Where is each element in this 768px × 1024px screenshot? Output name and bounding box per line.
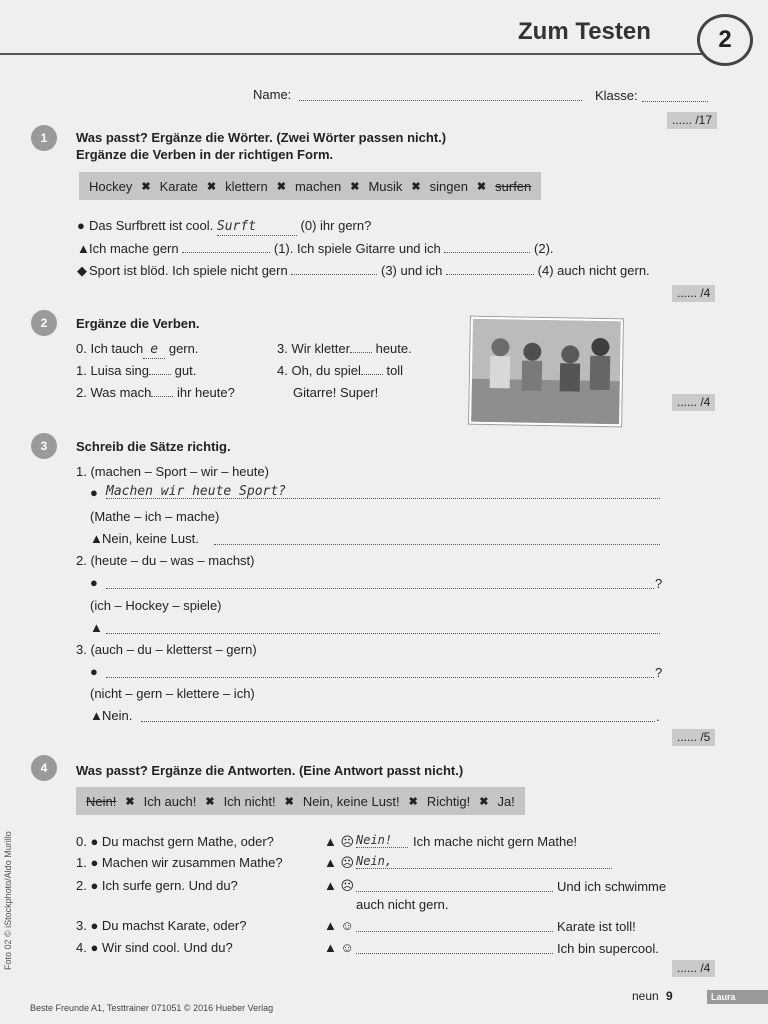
chapter-tab: Laura [707,990,768,1004]
unit-number: 2 [718,26,732,53]
ex3-a2b-bullet [90,620,102,636]
ex2-item-4-line2: Gitarre! Super! [293,385,379,400]
ex3-answer-3b[interactable] [141,708,655,722]
ex2-item-0 [76,341,198,359]
ex2-item-3 [277,341,412,357]
word-ich-nicht: Ich nicht! [223,793,276,809]
ex4-answer-2[interactable] [356,878,553,892]
answer-3-field[interactable] [291,274,377,275]
line1-mid: (1). Ich spiele Gitarre und ich [273,241,441,256]
ex3-answer-1[interactable]: Machen wir heute Sport? [106,484,660,499]
diamond-bullet-icon: ◆ [77,263,87,278]
ex3-q3: 3. (auch – du – kletterst – gern) [76,642,257,657]
word-karate: Karate [159,178,198,194]
ex4-tail-2: Und ich schwimme [557,879,667,894]
happy-face-icon: ☺ [340,940,354,955]
ex4-question-4: 4. ● Wir sind cool. Und du? [76,940,233,955]
item-label: 1. Luisa sing [76,363,149,378]
exercise-4-heading: Was passt? Ergänze die Antworten. (Eine Antwort passt nicht.) [76,763,464,778]
page-word: neun [632,989,659,1003]
ex2-answer-2[interactable] [151,396,173,397]
line2-end: (4) auch nicht gern. [537,263,650,278]
line1-end: (2). [534,241,554,256]
ex3-answer-2[interactable] [106,575,654,589]
separator-icon: ✖ [408,795,418,808]
ex4-answer-1[interactable]: Nein, [356,854,612,869]
word-ich-auch: Ich auch! [143,793,197,809]
ex3-a1-row [90,485,102,501]
triangle-bullet-icon: ▲ [324,878,337,893]
triangle-bullet-icon: ▲ [90,708,103,723]
triangle-bullet-icon: ▲ [324,940,337,955]
photo-credit: Foto 02 © iStockphoto/Aldo Murillo [3,831,13,970]
separator-icon: ✖ [350,180,360,193]
separator-icon: ✖ [206,180,217,193]
ex3-q1b: (Mathe – ich – mache) [90,509,220,524]
line2-text: Sport ist blöd. Ich spiele nicht gern [89,263,288,278]
page-number: 9 [666,989,673,1003]
teens-photo [469,317,623,427]
exercise-2-score: ...... /4 [672,394,715,411]
ex4-answer-4[interactable] [356,940,553,954]
footer-copyright: Beste Freunde A1, Testtrainer 071051 © 2016 Hueber Verlag [30,1003,274,1013]
exercise-1-number: 1 [31,125,57,151]
period: . [656,709,660,724]
exercise-4-word-box [76,787,525,815]
word-surfen: surfen [495,178,532,194]
ex3-answer-3[interactable] [106,664,654,678]
circle-bullet-icon: ● [90,664,98,679]
ex4-answer-row-4 [324,940,354,956]
answer-0-field[interactable]: Surft [217,219,297,236]
line0-text: Das Surfbrett ist cool. [89,218,214,233]
word-musik: Musik [368,178,403,194]
ex2-answer-4[interactable] [361,374,383,375]
separator-icon: ✖ [205,795,215,808]
separator-icon: ✖ [411,180,421,193]
item-label: 4. Oh, du spiel [277,363,361,378]
exercise-4-number: 4 [31,755,57,781]
item-rest: toll [386,363,404,378]
word-nein: Nein! [86,793,117,809]
page-number-row [632,989,673,1003]
happy-face-icon: ☺ [340,918,354,933]
ex4-answer-row-3 [324,918,354,934]
triangle-bullet-icon: ▲ [77,241,90,256]
exercise-3-number: 3 [31,433,57,459]
class-label: Klasse: [595,88,638,103]
exercise-1-heading-line1: Was passt? Ergänze die Wörter. (Zwei Wörter passen nicht.) [76,130,447,145]
answer-1-field[interactable] [182,252,270,253]
line1-text: Ich mache gern [89,241,179,256]
item-label: 2. Was mach [76,385,152,400]
sad-face-icon: ☹ [340,878,355,893]
circle-bullet-icon: ● [90,485,98,500]
triangle-bullet-icon: ▲ [90,620,103,635]
ex3-a2-bullet [90,575,102,591]
word-klettern: klettern [225,178,268,194]
exercise-1-line-2 [77,263,650,279]
ex4-question-1: 1. ● Machen wir zusammen Mathe? [76,855,283,870]
ex4-tail-3: Karate ist toll! [557,919,636,934]
ex2-item-2 [76,385,235,401]
ex4-tail-2-line2: auch nicht gern. [356,897,449,912]
answer-4-field[interactable] [446,274,534,275]
separator-icon: ✖ [284,795,294,808]
ex2-item-1 [76,363,196,379]
name-field[interactable] [299,88,582,101]
separator-icon: ✖ [276,180,286,193]
ex3-q1: 1. (machen – Sport – wir – heute) [76,464,269,479]
ex4-answer-row-2 [324,878,354,894]
ex4-question-2: 2. ● Ich surfe gern. Und du? [76,878,238,893]
item-rest: heute. [375,341,412,356]
ex4-answer-row-0 [324,834,354,850]
qmark: ? [655,665,663,680]
separator-icon: ✖ [125,795,135,808]
ex4-question-0: 0. ● Du machst gern Mathe, oder? [76,834,274,849]
ex3-q2b: (ich – Hockey – spiele) [90,598,222,613]
triangle-bullet-icon: ▲ [324,918,337,933]
item-rest: ihr heute? [177,385,235,400]
ex4-answer-3[interactable] [356,918,553,932]
separator-icon: ✖ [479,795,489,808]
ex2-answer-3[interactable] [350,352,372,353]
ex3-a3-bullet [90,664,102,680]
separator-icon: ✖ [476,180,487,193]
ex4-answer-0[interactable]: Nein! [356,833,408,848]
sad-face-icon: ☹ [340,855,355,870]
page-title: Zum Testen [518,18,651,45]
exercise-3-score: ...... /5 [672,729,715,746]
ex3-a3b-row [90,708,132,724]
item-label: 0. Ich tauch [76,341,144,356]
line0-end: (0) ihr gern? [300,218,372,233]
triangle-bullet-icon: ▲ [324,834,337,849]
circle-bullet-icon: ● [90,575,98,590]
ex2-answer-1[interactable] [149,374,171,375]
item-label: 3. Wir kletter [277,341,350,356]
ex3-answer-2b[interactable] [106,620,660,634]
item-rest: gut. [174,363,197,378]
triangle-bullet-icon: ▲ [90,531,103,546]
ex2-answer-0[interactable]: e [143,342,165,359]
word-keine-lust: Nein, keine Lust! [302,793,400,809]
header-rule [0,53,740,55]
total-score: ...... /17 [667,112,717,129]
answer-prefix: Nein, keine Lust. [102,531,199,546]
name-label: Name: [253,87,292,102]
separator-icon: ✖ [141,180,151,193]
ex3-q3b: (nicht – gern – klettere – ich) [90,686,255,701]
exercise-1-line-1 [77,241,554,257]
ex4-tail-4: Ich bin supercool. [557,941,659,956]
line2-mid: (3) und ich [380,263,443,278]
word-singen: singen [429,178,468,194]
ex4-tail-0: Ich mache nicht gern Mathe! [413,834,578,849]
qmark: ? [655,576,663,591]
exercise-1-line-0 [77,218,371,236]
answer-prefix: Nein. [102,708,133,723]
class-field[interactable] [642,89,708,102]
ex4-answer-row-1 [324,855,354,871]
exercise-1-score: ...... /4 [672,285,715,302]
exercise-3-heading: Schreib die Sätze richtig. [76,439,231,454]
item-rest: gern. [168,341,199,356]
exercise-1-word-box [79,172,541,200]
ex3-a1b-row [90,531,199,547]
sad-face-icon: ☹ [340,834,355,849]
word-hockey: Hockey [89,178,133,194]
triangle-bullet-icon: ▲ [324,855,337,870]
word-machen: machen [294,178,342,194]
exercise-4-score: ...... /4 [672,960,715,977]
ex4-question-3: 3. ● Du machst Karate, oder? [76,918,247,933]
exercise-2-number: 2 [31,310,57,336]
circle-bullet-icon: ● [77,218,85,233]
word-ja: Ja! [497,793,515,809]
ex3-answer-1b[interactable] [214,531,660,545]
ex3-q2: 2. (heute – du – was – machst) [76,553,255,568]
word-richtig: Richtig! [426,793,471,809]
unit-number-circle [697,14,753,66]
ex2-item-4 [277,363,403,379]
answer-2-field[interactable] [444,252,530,253]
exercise-2-heading: Ergänze die Verben. [76,316,200,331]
exercise-1-heading-line2: Ergänze die Verben in der richtigen Form. [76,147,334,162]
